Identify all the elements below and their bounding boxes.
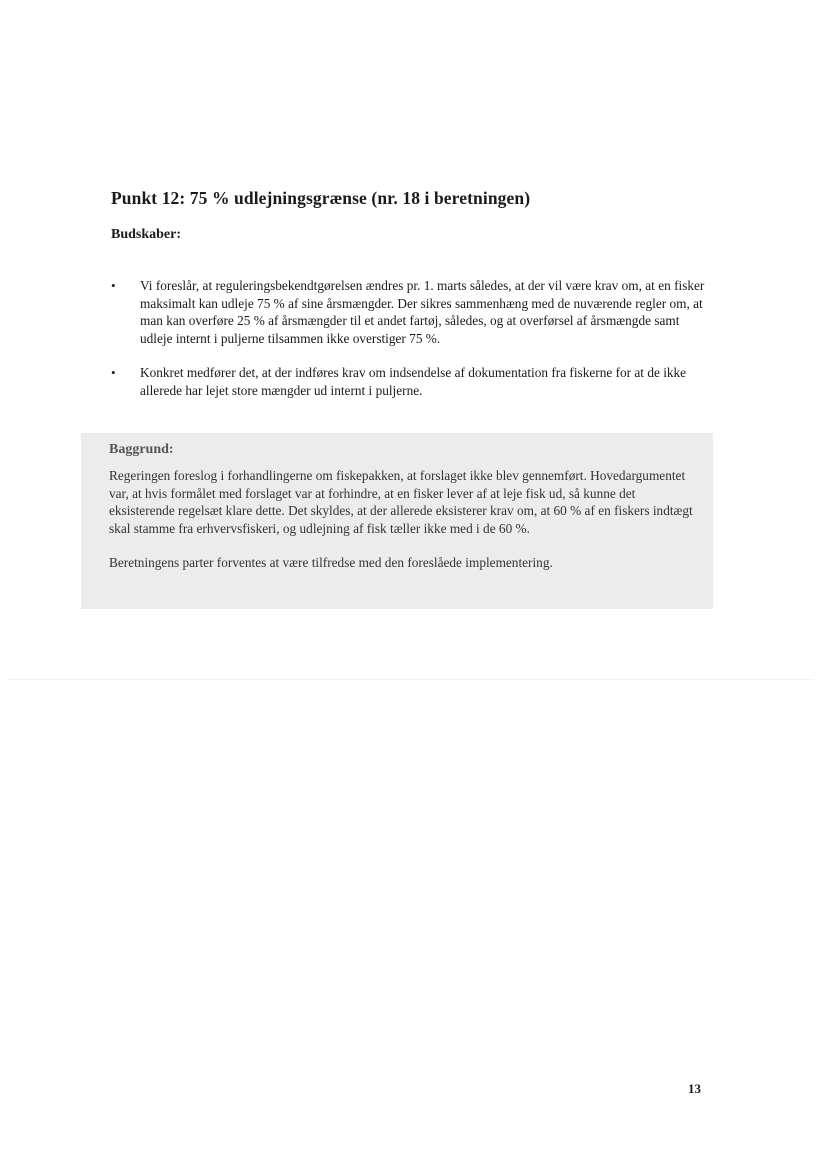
background-paragraph: Regeringen foreslog i forhandlingerne om fiskepakken, at forslaget ikke blev gennemført. Hovedargumentet var, at hvis formålet med forslaget var at forhindre, at en fisker lever af at leje fisk ud, så kunne det eksisterende regelsæt klare dette. Det skyldes, at der allerede eksisterer krav om, at 60 % af en fiskers indtægt skal stamme fra erhvervsfiskeri, og udlejning af fisk tæller ikke med i de 60 %. bbox=[109, 468, 693, 536]
background-paragraph: Beretningens parter forventes at være tilfredse med den foreslåede implementering. bbox=[109, 555, 553, 571]
bullet-text: Vi foreslår, at reguleringsbekendtgørelsen ændres pr. 1. marts således, at der vil være krav om, at en fisker maksimalt kan udleje 75 % af sine årsmængder. Der sikres sammenhæng med de nuværende regler om, at man kan overføre 25 % af årsmængder til et andet fartøj, således, og at overførsel af årsmængde samt udleje internt i puljerne tilsammen ikke overstiger 75 %. bbox=[140, 278, 705, 346]
section-subheading: Budskaber: bbox=[111, 227, 182, 242]
bullet-text: Konkret medfører det, at der indføres krav om indsendelse af dokumentation fra fiskerne for at de ikke allerede har lejet store mængder ud internt i puljerne. bbox=[140, 365, 687, 398]
bullet-list bbox=[111, 277, 711, 417]
page-title: Punkt 12: 75 % udlejningsgrænse (nr. 18 i beretningen) bbox=[111, 188, 531, 208]
background-box bbox=[81, 433, 713, 609]
list-item bbox=[111, 277, 711, 347]
page-number: 13 bbox=[688, 1081, 701, 1096]
divider bbox=[8, 679, 814, 680]
background-heading: Baggrund: bbox=[109, 442, 174, 457]
bullet-icon: • bbox=[111, 365, 116, 381]
bullet-icon: • bbox=[111, 278, 116, 293]
list-item bbox=[111, 364, 711, 399]
